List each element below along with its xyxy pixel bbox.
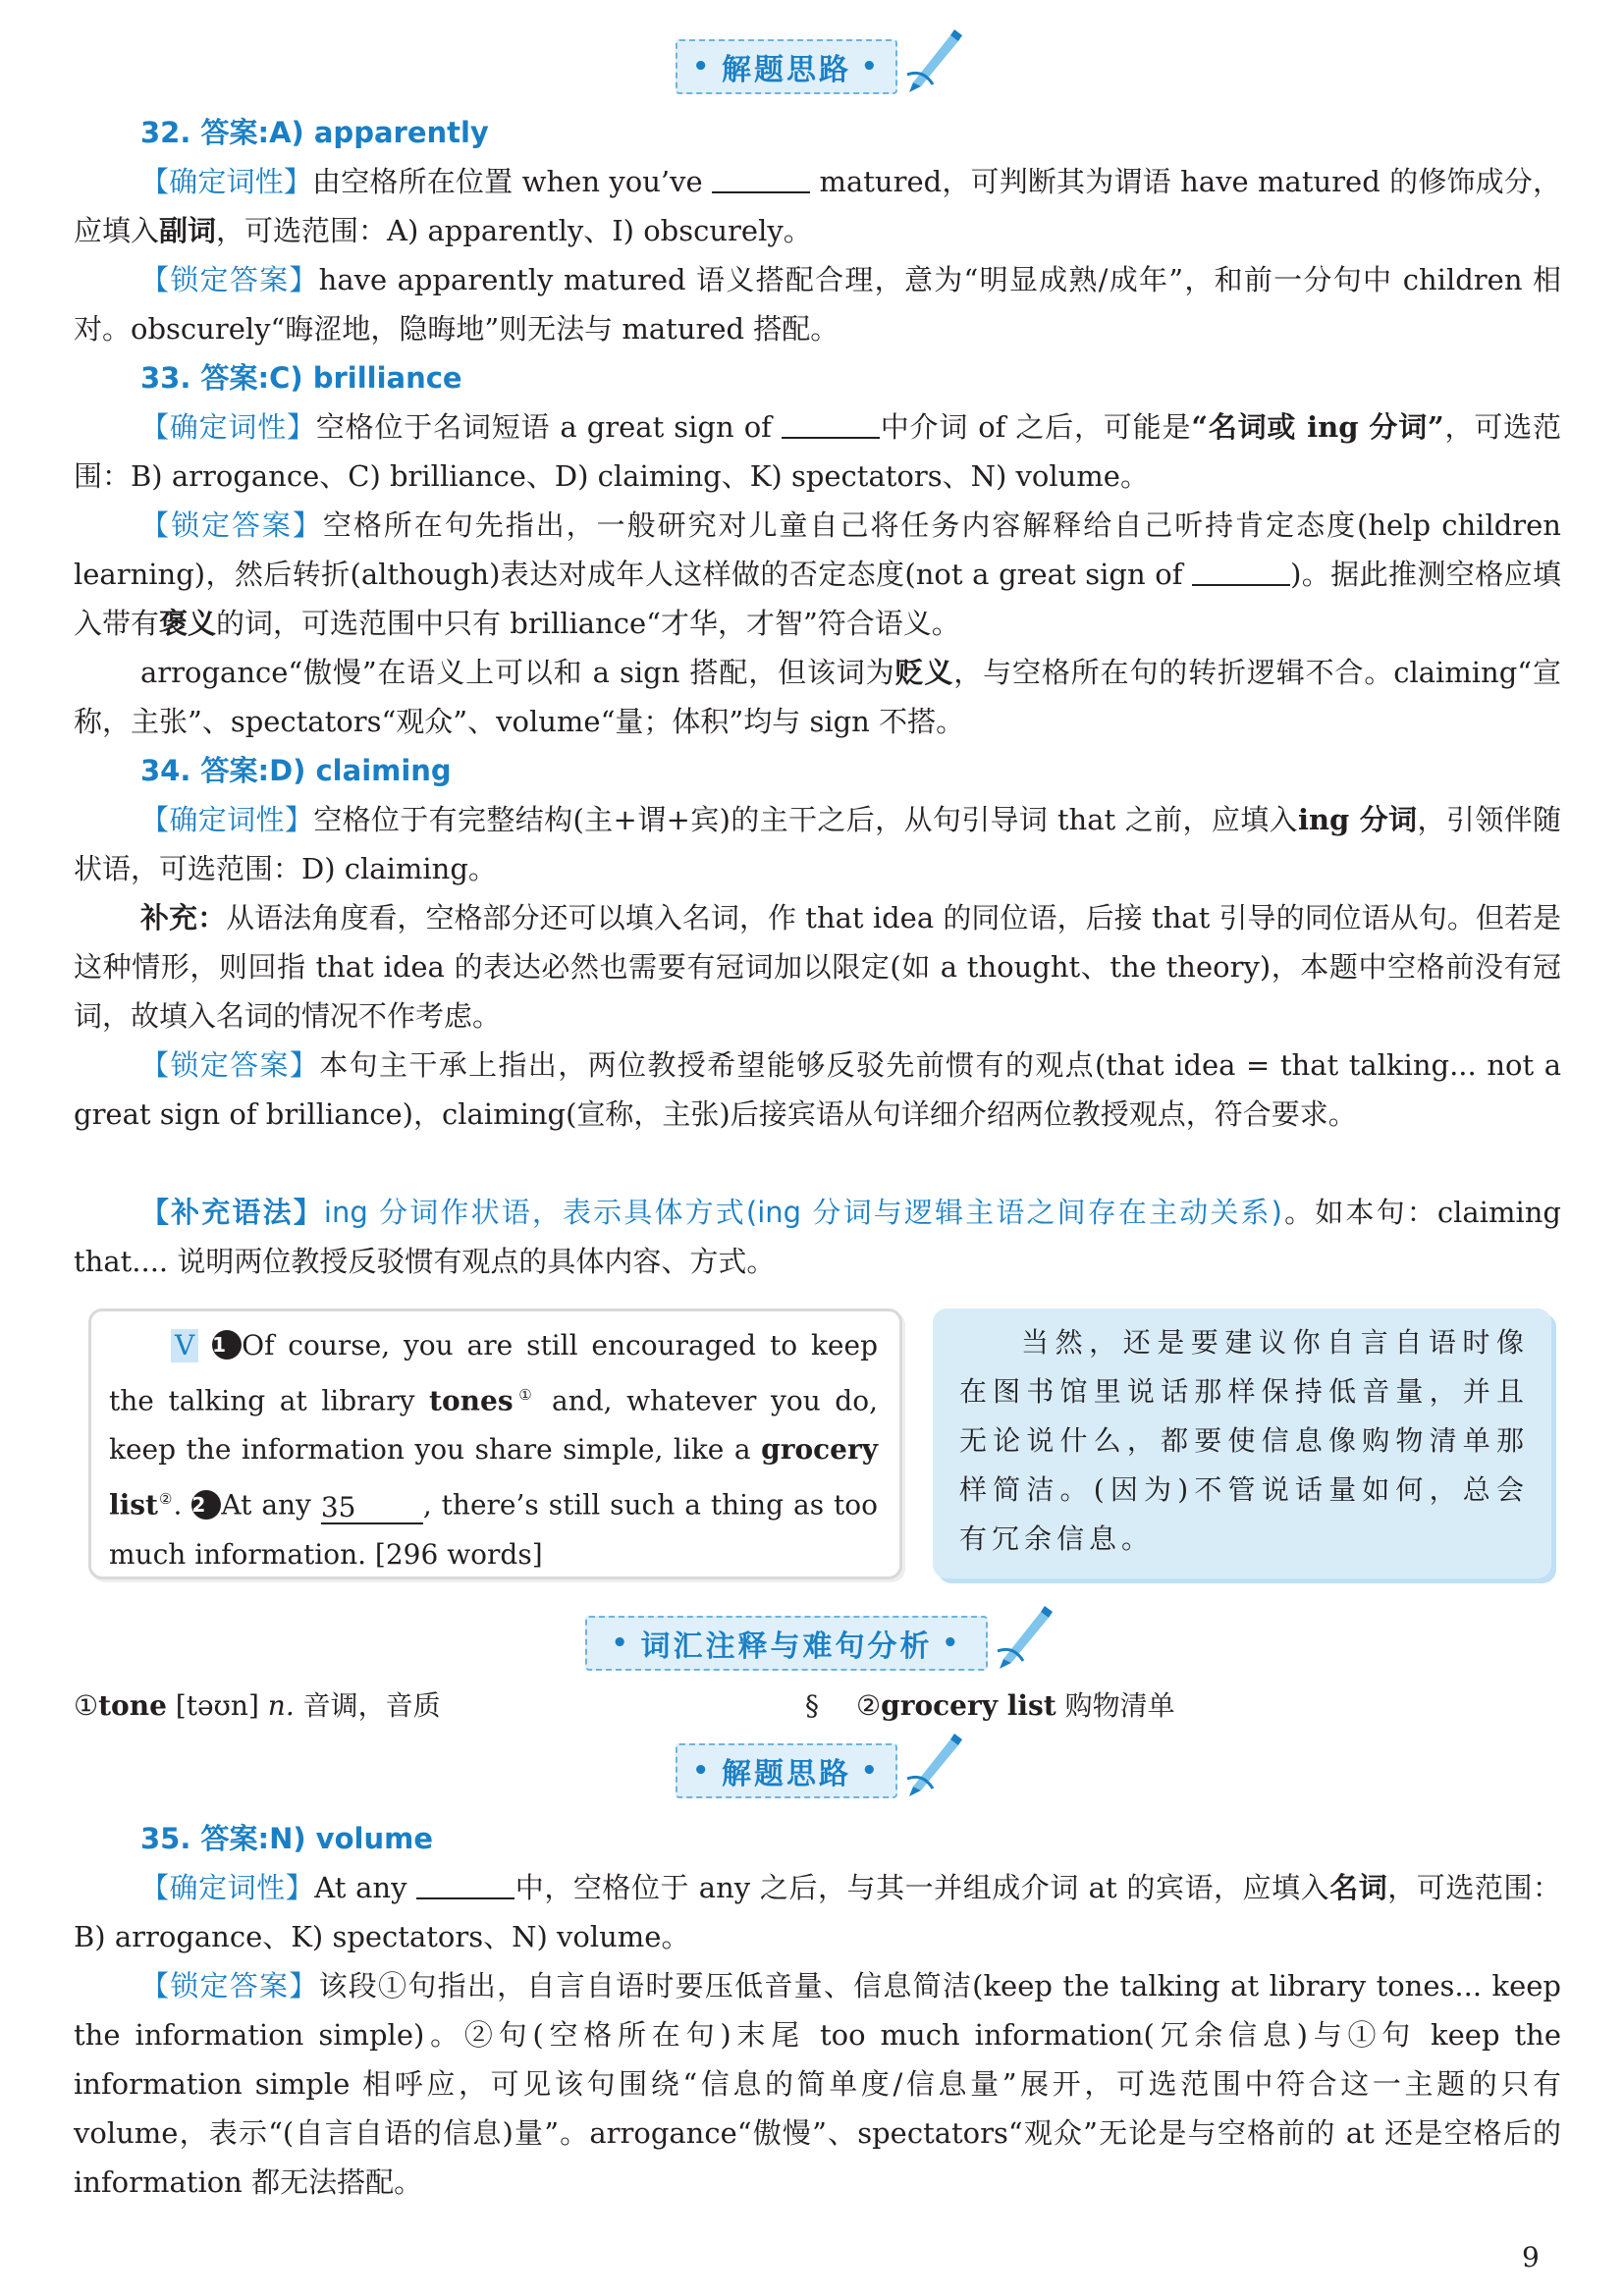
section-title: 词汇注释与难句分析 xyxy=(640,1629,933,1664)
page-number: 9 xyxy=(1522,2241,1540,2273)
q35-part-of-speech: 【确定词性】At any 中，空格位于 any 之后，与其一并组成介词 at 的宾语，应填入名词，可选范围：B) arrogance、K) spectators、N) volume。 xyxy=(74,1863,1561,1961)
translation-box xyxy=(933,1308,1551,1578)
answer-blank xyxy=(712,162,810,193)
sentence-marker: 1 xyxy=(212,1330,242,1360)
q32-lock-answer: 【锁定答案】have apparently matured 语义搭配合理，意为“明显成熟/成年”，和前一分句中 children 相对。obscurely“晦涩地，隐晦地”则无法与 matured 搭配。 xyxy=(74,263,1561,346)
section-header-jieti-2: • 解题思路 • xyxy=(0,1743,1624,1802)
vocab-separator: § xyxy=(805,1689,819,1722)
section-title: 解题思路 xyxy=(722,53,851,87)
q34-answer: 34. 答案:D) claiming xyxy=(140,754,452,787)
pen-icon xyxy=(994,1602,1055,1671)
q33-lock-answer: 【锁定答案】空格所在句先指出，一般研究对儿童自己将任务内容解释给自己听持肯定态度(help children learning)，然后转折(although)表达对成年人这样做的否定态度(not a great sign of )。据此推测空格应填入带有褒义的词，可选范围中只有 brilliance“才华，才智”符合语义。 xyxy=(74,508,1561,640)
sentence-marker: 2 xyxy=(191,1490,221,1520)
q35-lock-answer: 【锁定答案】该段①句指出，自言自语时要压低音量、信息简洁(keep the talking at library tones... keep the information simple)。②句(空格所在句)末尾 too much information(冗余信息)与①句 keep the information simple 相呼应，可见该句围绕“信息的简单度/信息量”展开，可选范围中符合这一主题的只有 volume，表示“(自言自语的信息)量”。arrogance“傲慢”、spectators“观众”无论是与空格前的 at 还是空格后的 information 都无法搭配。 xyxy=(74,1969,1561,2199)
q32-part-of-speech: 【确定词性】由空格所在位置 when you’ve matured，可判断其为谓语 have matured 的修饰成分，应填入副词，可选范围：A) apparently、I) obscurely。 xyxy=(74,157,1561,255)
q33-extra: arrogance“傲慢”在语义上可以和 a sign 搭配，但该词为贬义，与空格所在句的转折逻辑不合。claiming“宣称，主张”、spectators“观众”、volume“量；体积”均与 sign 不搭。 xyxy=(74,656,1561,738)
q35-answer: 35. 答案:N) volume xyxy=(140,1822,433,1855)
pen-icon xyxy=(903,1730,964,1798)
section-header-vocab: • 词汇注释与难句分析 • xyxy=(0,1616,1624,1675)
section-title: 解题思路 xyxy=(722,1757,851,1791)
passage-text: V 1 Of course, you are still encouraged to keep the talking at library tones① and, whatever you do, keep the information you share simple, like a grocery list②. 2 At any 35 , there’s still such a thing as too much information. [296 words] xyxy=(109,1329,879,1571)
answer-blank xyxy=(416,1868,514,1899)
passage-blank: 35 xyxy=(321,1493,423,1524)
q32-answer: 32. 答案:A) apparently xyxy=(140,116,489,149)
pen-icon xyxy=(903,26,964,94)
vocab-note-2: ②grocery list 购物清单 xyxy=(856,1689,1175,1722)
translation-text: 当然，还是要建议你自言自语时像在图书馆里说话那样保持低音量，并且无论说什么，都要使信息像购物清单那样简洁。(因为)不管说话量如何，总会有冗余信息。 xyxy=(959,1326,1529,1555)
q33-answer: 33. 答案:C) brilliance xyxy=(140,361,462,395)
answer-blank xyxy=(782,407,880,439)
answer-blank xyxy=(1192,555,1290,586)
q34-supplement: 补充：从语法角度看，空格部分还可以填入名词，作 that idea 的同位语，后接 that 引导的同位语从句。但若是这种情形，则回指 that idea 的表达必然也需要有冠词加以限定(如 a thought、the theory)，本题中空格前没有冠词，故填入名词的情况不作考虑。 xyxy=(74,901,1561,1033)
q34-lock-answer: 【锁定答案】本句主干承上指出，两位教授希望能够反驳先前惯有的观点(that idea = that talking... not a great sign of brilliance)，claiming(宣称，主张)后接宾语从句详细介绍两位教授观点，符合要求。 xyxy=(74,1048,1561,1131)
q34-grammar: 【补充语法】ing 分词作状语，表示具体方式(ing 分词与逻辑主语之间存在主动关系)。如本句：claiming that.... 说明两位教授反驳惯有观点的具体内容、方式。 xyxy=(74,1196,1561,1278)
q33-part-of-speech: 【确定词性】空格位于名词短语 a great sign of 中介词 of 之后，可能是“名词或 ing 分词”，可选范围：B) arrogance、C) brilliance、D) claiming、K) spectators、N) volume。 xyxy=(74,402,1561,501)
passage-box xyxy=(88,1308,902,1579)
vocab-note-1: ①tone [təʊn] n. 音调，音质 xyxy=(74,1689,441,1722)
q34-part-of-speech: 【确定词性】空格位于有完整结构(主+谓+宾)的主干之后，从句引导词 that 之前，应填入ing 分词，引领伴随状语，可选范围：D) claiming。 xyxy=(74,803,1561,885)
paragraph-number: V xyxy=(171,1329,198,1362)
section-header-jieti-1: • 解题思路 • xyxy=(0,39,1624,98)
